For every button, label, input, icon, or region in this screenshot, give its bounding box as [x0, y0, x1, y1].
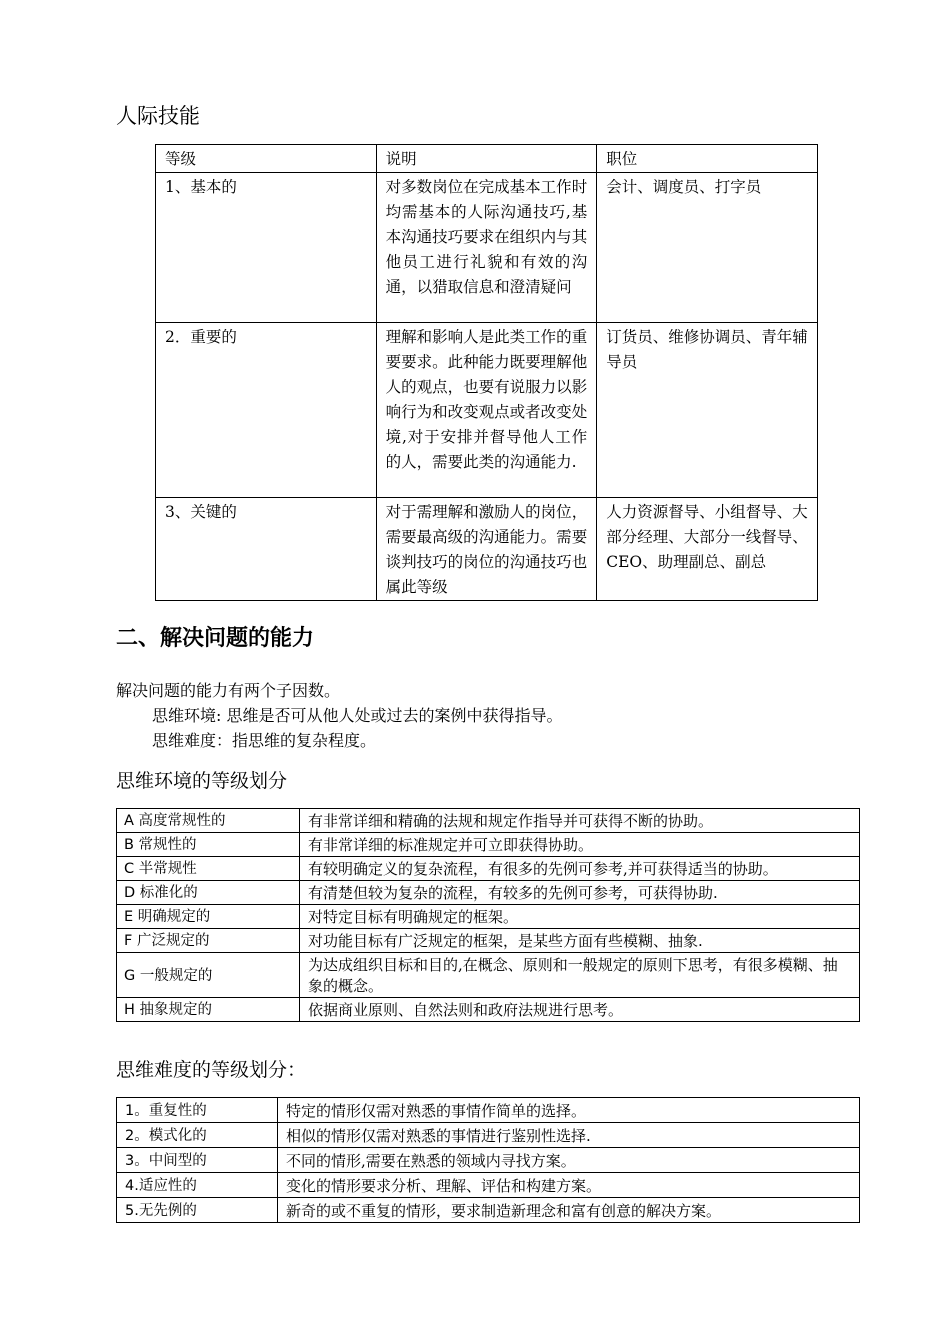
table-row	[117, 1198, 860, 1223]
description-cell: 为达成组织目标和目的,在概念、原则和一般规定的原则下思考，有很多模糊、抽象的概念。	[300, 953, 860, 998]
table-row	[156, 323, 818, 498]
header-position: 职位	[597, 145, 818, 173]
grade-cell: F 广泛规定的	[117, 929, 300, 953]
description-cell: 有清楚但较为复杂的流程，有较多的先例可参考，可获得协助.	[300, 881, 860, 905]
environment-heading: 思维环境的等级划分	[116, 770, 288, 792]
table-row	[156, 498, 818, 601]
level-cell: 1、基本的	[156, 173, 377, 323]
grade-cell: A 高度常规性的	[117, 809, 300, 833]
grade-cell: E 明确规定的	[117, 905, 300, 929]
grade-cell: 4.适应性的	[117, 1173, 278, 1198]
grade-cell: 2。模式化的	[117, 1123, 278, 1148]
table-row	[117, 905, 860, 929]
header-level: 等级	[156, 145, 377, 173]
grade-cell: H 抽象规定的	[117, 998, 300, 1022]
table-row	[117, 809, 860, 833]
description-cell: 对功能目标有广泛规定的框架，是某些方面有些模糊、抽象.	[300, 929, 860, 953]
thinking-difficulty-definition: 思维难度：指思维的复杂程度。	[152, 731, 377, 750]
interpersonal-table	[155, 144, 818, 601]
grade-cell: 5.无先例的	[117, 1198, 278, 1223]
description-cell: 依据商业原则、自然法则和政府法规进行思考。	[300, 998, 860, 1022]
level-cell: 3、关键的	[156, 498, 377, 601]
table-row	[117, 1098, 860, 1123]
header-description: 说明	[376, 145, 597, 173]
table-row	[117, 833, 860, 857]
table-row	[117, 998, 860, 1022]
table-row	[117, 953, 860, 998]
problem-solving-heading: 二、解决问题的能力	[116, 626, 315, 651]
table-row	[117, 857, 860, 881]
description-cell: 对于需理解和激励人的岗位，需要最高级的沟通能力。需要谈判技巧的岗位的沟通技巧也属此等级	[376, 498, 597, 601]
description-cell: 有非常详细和精确的法规和规定作指导并可获得不断的协助。	[300, 809, 860, 833]
description-cell: 不同的情形,需要在熟悉的领域内寻找方案。	[278, 1148, 860, 1173]
description-cell: 对特定目标有明确规定的框架。	[300, 905, 860, 929]
position-cell: 会计、调度员、打字员	[597, 173, 818, 323]
thinking-environment-definition: 思维环境: 思维是否可从他人处或过去的案例中获得指导。	[152, 706, 563, 725]
grade-cell: C 半常规性	[117, 857, 300, 881]
table-row	[156, 173, 818, 323]
description-cell: 对多数岗位在完成基本工作时均需基本的人际沟通技巧,基本沟通技巧要求在组织内与其他员工进行礼貌和有效的沟通，以猎取信息和澄清疑问	[376, 173, 597, 323]
table-row	[117, 1123, 860, 1148]
level-cell: 2．重要的	[156, 323, 377, 498]
difficulty-table	[116, 1097, 860, 1223]
environment-table	[116, 808, 860, 1022]
position-cell: 订货员、维修协调员、青年辅导员	[597, 323, 818, 498]
table-header-row	[156, 145, 818, 173]
description-cell: 新奇的或不重复的情形，要求制造新理念和富有创意的解决方案。	[278, 1198, 860, 1223]
grade-cell: G 一般规定的	[117, 953, 300, 998]
problem-solving-intro: 解决问题的能力有两个子因数。	[116, 681, 341, 700]
table-row	[117, 881, 860, 905]
description-cell: 有非常详细的标准规定并可立即获得协助。	[300, 833, 860, 857]
table-row	[117, 1148, 860, 1173]
position-cell: 人力资源督导、小组督导、大部分经理、大部分一线督导、CEO、助理副总、副总	[597, 498, 818, 601]
difficulty-heading: 思维难度的等级划分：	[116, 1059, 307, 1081]
grade-cell: B 常规性的	[117, 833, 300, 857]
table-row	[117, 1173, 860, 1198]
description-cell: 特定的情形仅需对熟悉的事情作简单的选择。	[278, 1098, 860, 1123]
description-cell: 相似的情形仅需对熟悉的事情进行鉴别性选择.	[278, 1123, 860, 1148]
description-cell: 变化的情形要求分析、理解、评估和构建方案。	[278, 1173, 860, 1198]
table-row	[117, 929, 860, 953]
grade-cell: 3。中间型的	[117, 1148, 278, 1173]
interpersonal-heading: 人际技能	[116, 104, 200, 128]
description-cell: 有较明确定义的复杂流程，有很多的先例可参考,并可获得适当的协助。	[300, 857, 860, 881]
grade-cell: D 标准化的	[117, 881, 300, 905]
description-cell: 理解和影响人是此类工作的重要要求。此种能力既要理解他人的观点，也要有说服力以影响行为和改变观点或者改变处境,对于安排并督导他人工作的人，需要此类的沟通能力.	[376, 323, 597, 498]
grade-cell: 1。重复性的	[117, 1098, 278, 1123]
